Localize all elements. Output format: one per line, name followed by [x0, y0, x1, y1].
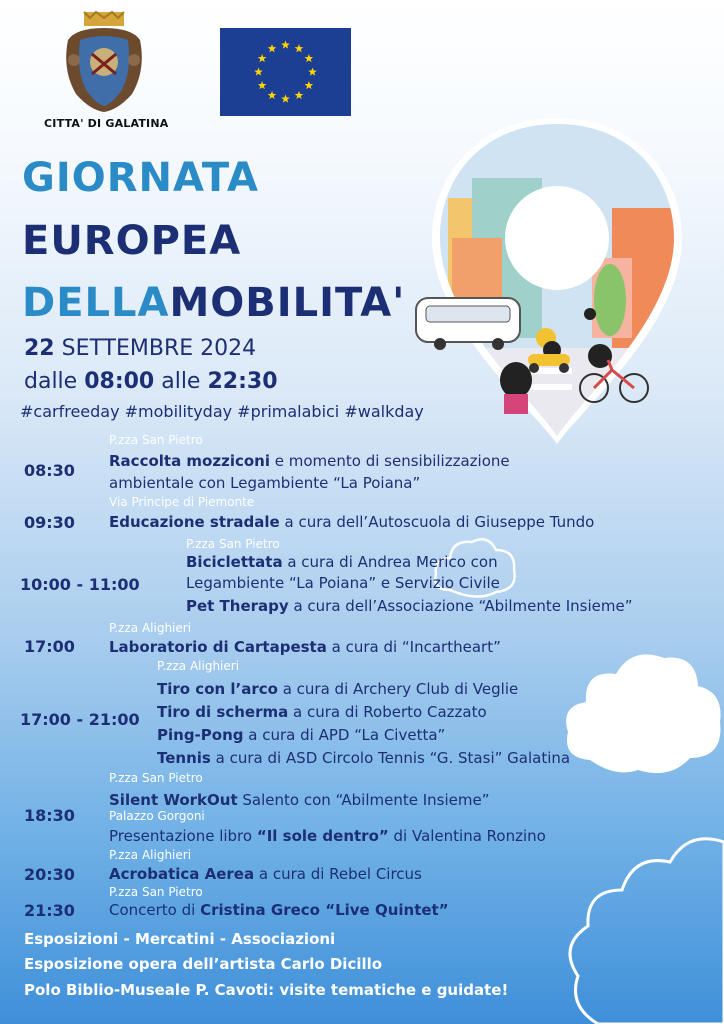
galatina-crest-icon: [62, 10, 146, 114]
footer-line-3: Polo Biblio-Museale P. Cavoti: visite tematiche e guidate!: [24, 981, 509, 999]
city-name: CITTA' DI GALATINA: [44, 117, 169, 130]
location-label: P.zza Alighieri: [109, 848, 192, 862]
hours-pre: dalle: [24, 369, 85, 394]
activity: [157, 747, 570, 769]
time-label: 18:30: [24, 806, 75, 825]
activity-title: Educazione stradale: [109, 513, 280, 531]
footer-line-1: Esposizioni - Mercatini - Associazioni: [24, 930, 336, 948]
title-della: DELLA: [22, 280, 170, 326]
time-label: 08:30: [24, 461, 75, 480]
date-day: 22: [24, 336, 55, 361]
activity-desc: a cura di Andrea Merico con: [282, 553, 498, 571]
activity-title: Silent WorkOut: [109, 791, 238, 809]
title-line-3: [22, 280, 405, 326]
activity-desc: a cura di “Incartheart”: [326, 638, 501, 656]
hashtags: #carfreeday #mobilityday #primalabici #walkday: [20, 402, 424, 421]
hours-start: 08:00: [84, 369, 155, 394]
activity: [186, 551, 498, 573]
activity-title: Ping-Pong: [157, 726, 244, 744]
activity-title: Pet Therapy: [186, 597, 289, 615]
eu-flag-icon: [220, 28, 351, 116]
activity-desc: a cura di Roberto Cazzato: [288, 703, 487, 721]
activity: [109, 863, 422, 885]
location-label: P.zza Alighieri: [109, 621, 192, 635]
location-label: P.zza San Pietro: [186, 537, 280, 551]
location-label: Via Principe di Piemonte: [109, 495, 255, 509]
title-line-1: GIORNATA: [22, 155, 259, 201]
activity-desc: a cura di Archery Club di Veglie: [277, 680, 519, 698]
activity: [157, 678, 518, 700]
activity: [109, 450, 510, 472]
location-label: P.zza Alighieri: [157, 659, 240, 673]
activity: [109, 636, 501, 658]
hours-end: 22:30: [207, 369, 278, 394]
activity-desc: Presentazione libro: [109, 827, 257, 845]
title-line-2: EUROPEA: [22, 218, 242, 264]
activity-title: Acrobatica Aerea: [109, 865, 255, 883]
activity-title: Raccolta mozziconi: [109, 452, 270, 470]
hours-mid: alle: [154, 369, 208, 394]
activity: [157, 724, 445, 746]
activity: [157, 701, 487, 723]
time-label: 10:00 - 11:00: [20, 575, 140, 594]
location-label: P.zza San Pietro: [109, 771, 203, 785]
activity: [109, 789, 489, 811]
activity-desc: a cura dell’Associazione “Abilmente Insieme”: [288, 597, 633, 615]
time-label: 20:30: [24, 865, 75, 884]
activity: [186, 595, 632, 617]
activity-desc: a cura di APD “La Civetta”: [243, 726, 446, 744]
activity-desc: Concerto di: [109, 901, 201, 919]
activity: [109, 899, 449, 921]
activity-desc: a cura di Rebel Circus: [254, 865, 422, 883]
activity: [109, 511, 594, 533]
time-label: 21:30: [24, 901, 75, 920]
activity-desc: e momento di sensibilizzazione: [269, 452, 510, 470]
date-month-year: SETTEMBRE 2024: [54, 336, 257, 361]
location-label: P.zza San Pietro: [109, 885, 203, 899]
activity-desc: di Valentina Ronzino: [388, 827, 546, 845]
time-label: 17:00: [24, 637, 75, 656]
activity-title: Tiro con l’arco: [157, 680, 278, 698]
location-label: Palazzo Gorgoni: [109, 809, 205, 823]
activity-title: Cristina Greco “Live Quintet”: [200, 901, 449, 919]
mobility-pin-illustration: [412, 118, 702, 448]
activity: [109, 825, 546, 847]
activity-title: “Il sole dentro”: [256, 827, 389, 845]
title-mobilita: MOBILITA': [169, 280, 406, 326]
event-date: [24, 336, 256, 361]
event-hours: [24, 369, 278, 394]
activity-title: Tiro di scherma: [157, 703, 289, 721]
activity-desc: Salento con “Abilmente Insieme”: [237, 791, 490, 809]
time-label: 17:00 - 21:00: [20, 710, 140, 729]
cloud-decoration-large: [558, 806, 724, 1024]
footer-line-2: Esposizione opera dell’artista Carlo Dicillo: [24, 955, 383, 973]
activity-line-2: Legambiente “La Poiana” e Servizio Civile: [186, 574, 500, 592]
time-label: 09:30: [24, 513, 75, 532]
activity-title: Laboratorio di Cartapesta: [109, 638, 327, 656]
activity-line-2: ambientale con Legambiente “La Poiana”: [109, 474, 421, 492]
activity-desc: a cura dell’Autoscuola di Giuseppe Tundo: [279, 513, 595, 531]
activity-desc: a cura di ASD Circolo Tennis “G. Stasi” Galatina: [210, 749, 571, 767]
activity-title: Tennis: [157, 749, 211, 767]
activity-title: Biciclettata: [186, 553, 283, 571]
location-label: P.zza San Pietro: [109, 433, 203, 447]
cloud-decoration-medium: [560, 640, 724, 790]
